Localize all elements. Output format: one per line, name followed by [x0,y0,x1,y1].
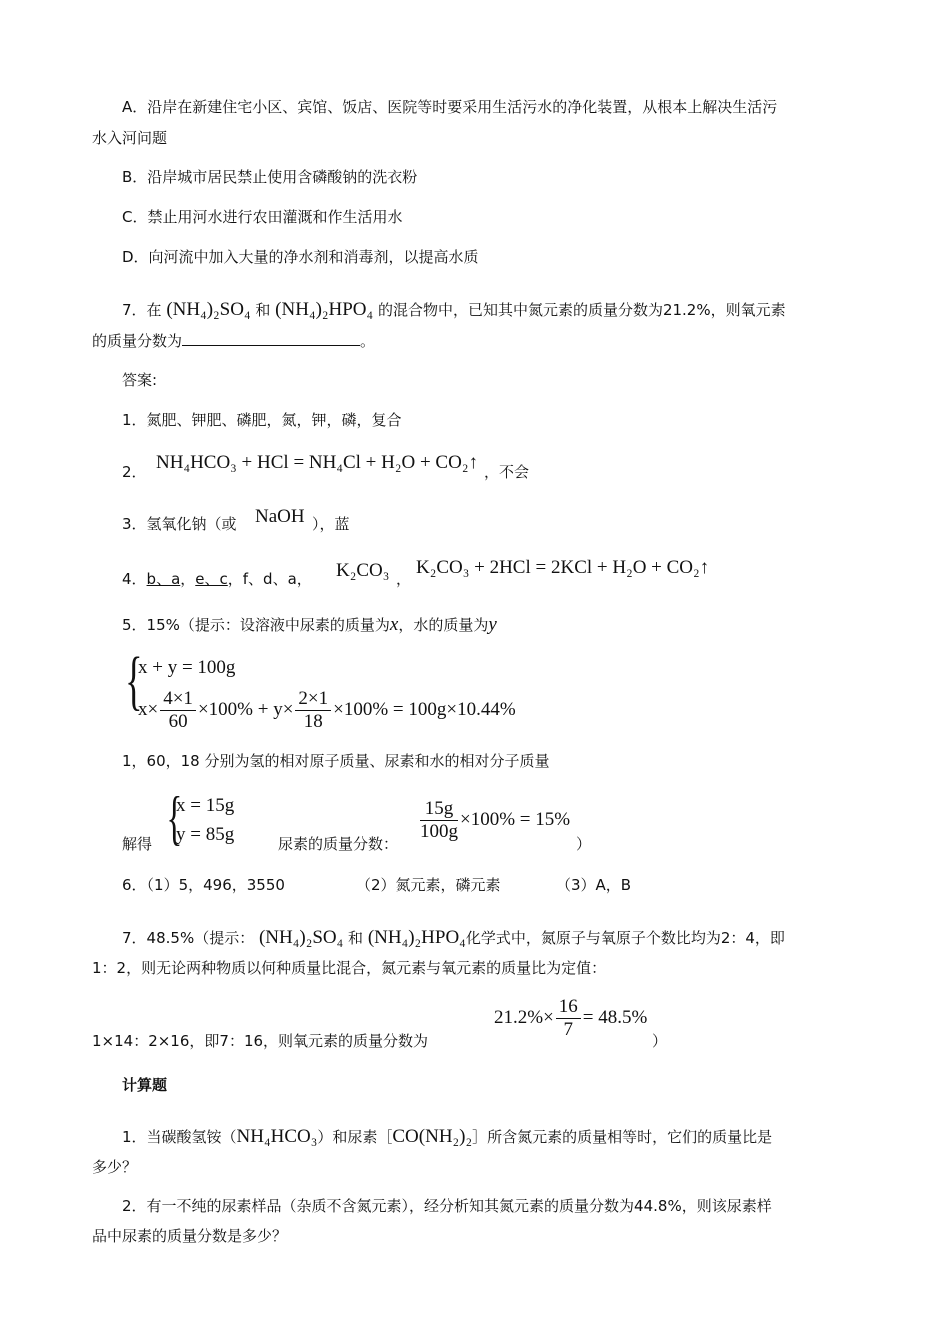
a4-num: 4． [122,570,147,588]
fraction-15g-over-100g [420,798,458,843]
answer-7-line3: 1×14：2×16，即7：16，则氧元素的质量分数为 [92,1032,429,1050]
a4-underlined-2: e、c [195,570,228,588]
system2-line2: y = 85g [176,824,235,845]
frac2-denominator: 18 [303,711,323,733]
a4-mid: ，f、d、a， [227,570,312,588]
answer-4 [122,569,312,589]
fraction-2x1-over-18 [295,688,331,733]
a7-and: 和 [348,929,364,947]
answer-6-part2: （2）氮元素，磷元素 [356,876,501,894]
answer-4-equation: K₂CO₃ + 2HCl = 2KCl + H₂O + CO₂↑ [416,557,710,578]
a7-formula1: (NH₄)₂SO₄ [258,927,344,948]
a4-underlined-1: b、a [146,570,181,588]
a5-pre: 5．15%（提示：设溶液中尿素的质量为 [122,616,390,634]
q7-prefix: 7．在 [122,301,162,319]
option-d: D．向河流中加入大量的净水剂和消毒剂，以提高水质 [122,248,479,266]
a5-y: y [488,614,497,635]
system2-line1: x = 15g [176,795,235,816]
sys1-c: ×100% = 100g×10.44% [333,699,516,720]
answer-5-line1 [122,615,497,635]
frac1-numerator: 4×1 [160,688,196,711]
calc-heading: 计算题 [122,1076,168,1094]
answer-7-line2: 1：2，则无论两种物质以何种质量比混合，氮元素与氧元素的质量比为定值： [92,959,607,977]
option-b: B．沿岸城市居民禁止使用含磷酸钠的洗衣粉 [122,168,418,186]
q1-mid: ）和尿素［ [317,1128,393,1146]
calc-q2-line2: 品中尿素的质量分数是多少？ [92,1227,288,1245]
urea-result: ×100% = 15% [460,809,571,830]
answer-2-equation: NH₄HCO₃ + HCl = NH₄Cl + H₂O + CO₂↑ [156,452,478,473]
answer-6-part1: 6．（1）5，496，3550 [122,876,285,894]
fraction-4x1-over-60 [160,688,196,733]
option-a-line2: 水入河问题 [92,129,168,147]
answer-2-num: 2． [122,463,147,481]
answer-3-pre: 3．氢氧化钠（或 [122,515,237,533]
a5-mid: ，水的质量为 [398,616,489,634]
answer-3-post: ），蓝 [312,515,350,533]
a4-sep: ， [180,570,196,588]
q7-suffix: 的混合物中，已知其中氮元素的质量分数为21.2%，则氧元素 [377,301,786,319]
system2-brace: { [166,785,183,851]
option-c: C．禁止用河水进行农田灌溉和作生活用水 [122,208,403,226]
answer-4-comma: ， [396,570,412,588]
a7-frac-denominator: 7 [563,1019,574,1041]
q7-end: 。 [360,332,376,350]
frac1-denominator: 60 [168,711,188,733]
answer-6-part3: （3）A，B [556,876,632,894]
q7-and: 和 [255,301,271,319]
answer-7-close: ） [652,1032,668,1050]
solve-label: 解得 [122,835,153,853]
answer-5-note: 1，60，18 分别为氢的相对原子质量、尿素和水的相对分子质量 [122,752,550,770]
q7-formula2: (NH₄)₂HPO₄ [275,299,374,320]
a7-frac-numerator: 16 [556,996,581,1019]
frac2-numerator: 2×1 [295,688,331,711]
urea-frac-denominator: 100g [420,821,458,843]
answer-4-formula: K₂CO₃ [336,560,390,581]
answer-5-close: ） [576,835,592,853]
q1-formula-urea: CO(NH₂)₂ [392,1126,473,1147]
sys1-a: x× [138,699,159,720]
q7-formula1: (NH₄)₂SO₄ [166,299,251,320]
answer-blank [182,331,360,346]
urea-frac-numerator: 15g [420,798,458,821]
sys1-b: ×100% + y× [197,699,294,720]
q1-post: ］所含氮元素的质量相等时，它们的质量比是 [472,1128,773,1146]
a7-post: 化学式中，氮原子与氧原子个数比均为2：4，即 [465,929,785,947]
q1-formula-ammonium-bicarbonate: NH₄HCO₃ [236,1126,318,1147]
question7-line2 [92,331,375,351]
a7-calc-b: = 48.5% [582,1007,648,1028]
a7-pre: 7．48.5%（提示： [122,929,255,947]
answer-2-tail: ，不会 [484,463,530,481]
calc-q1-line1 [122,1127,772,1147]
a7-formula2: (NH₄)₂HPO₄ [367,927,466,948]
system1-line1: x + y = 100g [138,657,236,678]
system1-line2 [138,688,516,733]
fraction-16-over-7 [556,996,581,1041]
question7-line1 [122,300,786,320]
urea-fraction-expr [418,798,570,843]
q7-line2-text: 的质量分数为 [92,332,183,350]
system1-brace: { [125,644,143,717]
answer-3-formula: NaOH [255,506,305,527]
urea-label: 尿素的质量分数： [278,835,399,853]
answer-1: 1．氮肥、钾肥、磷肥，氮，钾，磷，复合 [122,411,402,429]
answers-heading: 答案: [122,371,158,389]
option-a-line1: A．沿岸在新建住宅小区、宾馆、饭店、医院等时要采用生活污水的净化装置，从根本上解决生活污 [122,98,778,116]
a5-x: x [389,614,399,635]
answer-7-line1 [122,928,785,948]
q1-pre: 1．当碳酸氢铵（ [122,1128,237,1146]
answer-7-calc [494,996,647,1041]
a7-calc-a: 21.2%× [494,1007,554,1028]
calc-q2-line1: 2．有一不纯的尿素样品（杂质不含氮元素），经分析知其氮元素的质量分数为44.8%，则该尿素样 [122,1197,772,1215]
calc-q1-line2: 多少？ [92,1158,138,1176]
